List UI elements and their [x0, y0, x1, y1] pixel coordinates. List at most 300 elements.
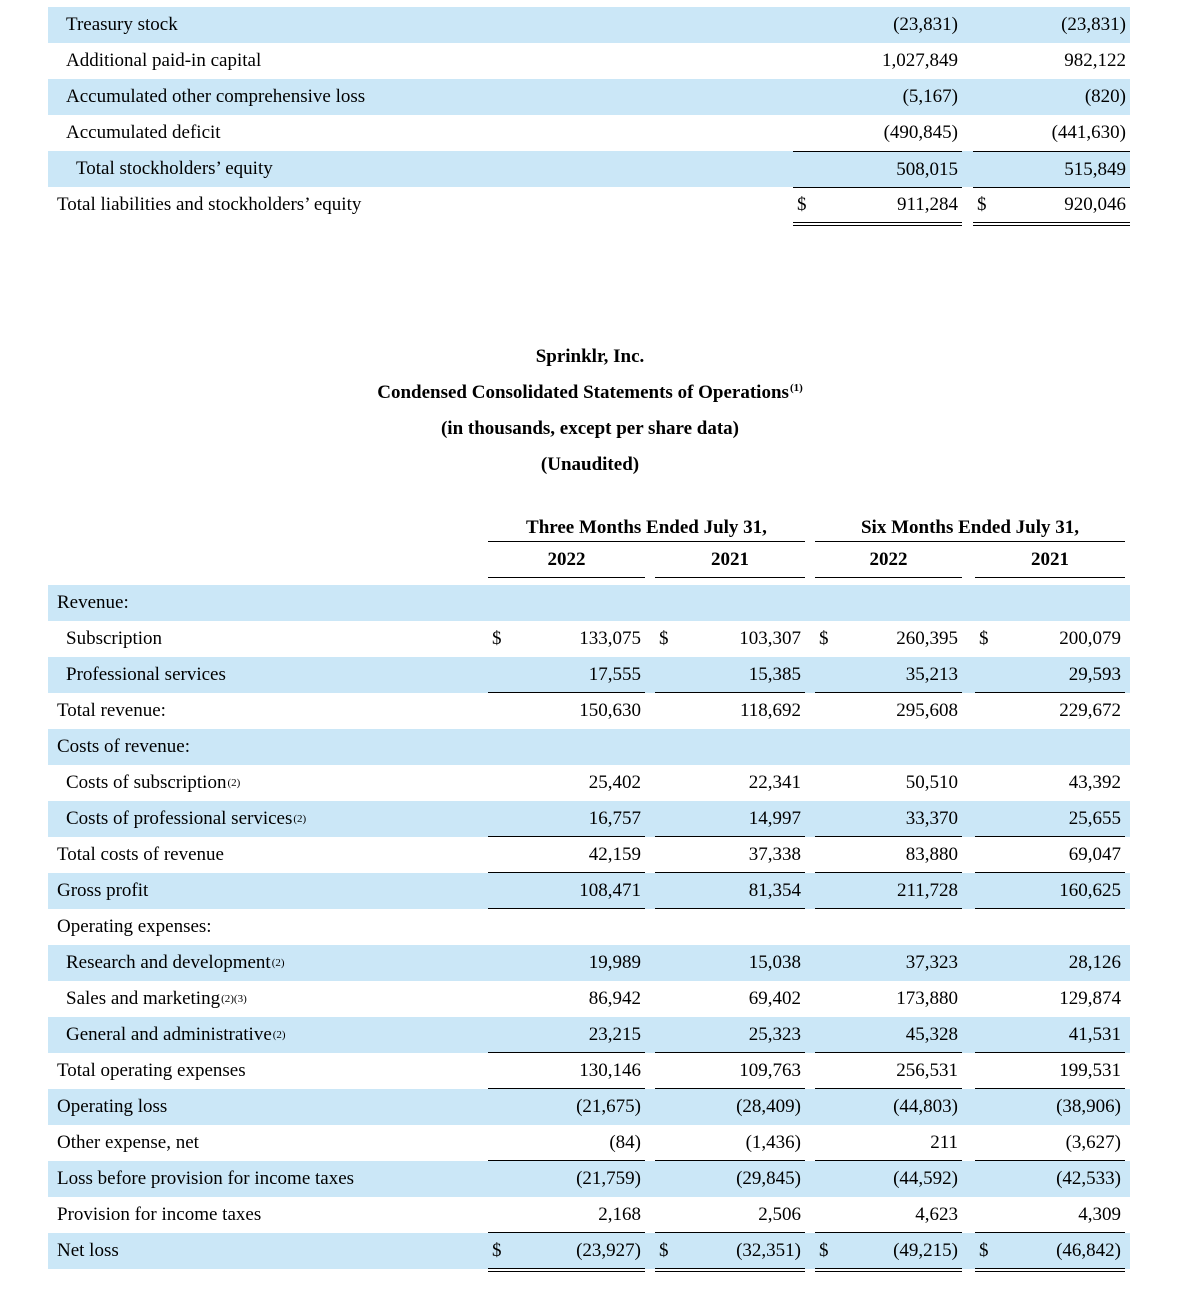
statement-title-text: Condensed Consolidated Statements of Operations	[377, 382, 789, 403]
column-gutter	[645, 693, 655, 729]
row-label	[48, 693, 488, 729]
row-label-text: Accumulated deficit	[66, 122, 221, 143]
row-label-text: Total stockholders’ equity	[76, 158, 273, 179]
row-label	[48, 7, 793, 43]
amount-value: 199,531	[1059, 1059, 1121, 1081]
amount-cell	[815, 621, 962, 657]
amount-cell	[975, 837, 1125, 873]
amount-cell	[973, 115, 1130, 151]
amount-cell	[793, 151, 962, 187]
row-label-text: Operating loss	[57, 1096, 168, 1117]
amount-cell	[815, 909, 962, 945]
amount-cell	[655, 729, 805, 765]
row-label-text: General and administrative	[66, 1024, 272, 1045]
column-gutter	[645, 981, 655, 1017]
amount-cell	[655, 873, 805, 909]
unaudited-note: (Unaudited)	[540, 454, 640, 475]
column-gutter	[805, 1017, 815, 1053]
balance-sheet-table	[48, 7, 1130, 223]
header-body-spacer	[48, 578, 1130, 585]
amount-value: (490,845)	[883, 122, 958, 143]
amount-cell	[973, 151, 1130, 187]
amount-value: (49,215)	[893, 1239, 958, 1261]
amount-value: 81,354	[748, 879, 801, 901]
row-label-text: Gross profit	[57, 880, 149, 901]
row-label	[48, 837, 488, 873]
operations-rows	[48, 585, 1130, 1269]
amount-cell	[815, 1089, 962, 1125]
amount-value: 150,630	[579, 700, 641, 721]
column-gutter	[645, 729, 655, 765]
units-note: (in thousands, except per share data)	[440, 418, 740, 439]
row-label	[48, 1053, 488, 1089]
dollar-sign: $	[977, 194, 987, 215]
amount-cell	[655, 765, 805, 801]
amount-cell	[815, 1233, 962, 1269]
amount-cell	[815, 1053, 962, 1089]
amount-cell	[655, 621, 805, 657]
operations-table	[48, 512, 1130, 1269]
column-gutter	[805, 873, 815, 909]
header-spacer	[48, 512, 488, 542]
amount-value: (44,592)	[893, 1168, 958, 1189]
amount-cell	[815, 1197, 962, 1233]
table-row	[48, 765, 1130, 801]
amount-value: 229,672	[1059, 700, 1121, 721]
amount-value: 41,531	[1068, 1023, 1121, 1045]
amount-value: 69,402	[748, 988, 801, 1009]
amount-cell	[975, 945, 1125, 981]
amount-cell	[655, 1197, 805, 1233]
column-gutter	[805, 765, 815, 801]
amount-cell	[973, 187, 1130, 223]
column-gutter	[962, 945, 975, 981]
column-gutter	[805, 1197, 815, 1233]
amount-value: (23,831)	[893, 14, 958, 35]
column-gutter	[805, 585, 815, 621]
column-gutter	[962, 187, 973, 223]
amount-cell	[793, 7, 962, 43]
column-gutter	[962, 542, 975, 578]
row-label-text: Total revenue:	[57, 700, 166, 721]
column-gutter	[805, 909, 815, 945]
column-gutter	[805, 945, 815, 981]
table-row	[48, 187, 1130, 223]
table-row	[48, 657, 1130, 693]
row-label-text: Subscription	[66, 628, 163, 649]
table-row	[48, 945, 1130, 981]
column-gutter	[962, 79, 973, 115]
table-row	[48, 981, 1130, 1017]
amount-value: 83,880	[905, 843, 958, 865]
amount-value: 129,874	[1059, 988, 1121, 1009]
amount-value: (1,436)	[745, 1131, 801, 1153]
amount-cell	[793, 115, 962, 151]
dollar-sign: $	[659, 1239, 669, 1261]
amount-value: 256,531	[896, 1059, 958, 1081]
amount-cell	[488, 621, 645, 657]
row-label: General and administrative (2)	[66, 1024, 286, 1045]
statement-title	[0, 375, 1180, 411]
amount-cell	[973, 7, 1130, 43]
column-gutter	[805, 1089, 815, 1125]
column-gutter	[805, 1233, 815, 1269]
dollar-sign: $	[797, 194, 807, 215]
amount-value: 211,728	[896, 879, 958, 901]
row-label: Sales and marketing (2)(3)	[66, 988, 247, 1009]
amount-value: 15,385	[748, 663, 801, 685]
row-label-text: Revenue:	[57, 592, 129, 613]
column-gutter	[645, 1125, 655, 1161]
column-gutter	[645, 1197, 655, 1233]
row-label-text: Costs of revenue:	[57, 736, 190, 757]
amount-cell	[655, 1125, 805, 1161]
dollar-sign: $	[819, 1239, 829, 1261]
amount-cell	[488, 1053, 645, 1089]
amount-value: 69,047	[1068, 843, 1121, 865]
row-label	[48, 729, 488, 765]
amount-cell	[815, 1161, 962, 1197]
amount-value: 25,655	[1068, 807, 1121, 829]
dollar-sign: $	[492, 1239, 502, 1261]
amount-value: 35,213	[905, 663, 958, 685]
amount-cell	[975, 801, 1125, 837]
column-gutter	[645, 1053, 655, 1089]
amount-cell	[815, 801, 962, 837]
row-label	[48, 187, 793, 223]
amount-cell	[975, 1233, 1125, 1269]
amount-value: (23,831)	[1061, 14, 1126, 35]
amount-value: 133,075	[579, 628, 641, 649]
amount-value: 211	[930, 1131, 958, 1153]
amount-value: 45,328	[905, 1023, 958, 1045]
balance-sheet-rows	[48, 7, 1130, 223]
table-row	[48, 585, 1130, 621]
column-gutter	[805, 512, 815, 542]
column-gutter	[805, 981, 815, 1017]
amount-cell	[975, 1161, 1125, 1197]
row-label-text: Research and development	[66, 952, 271, 973]
column-gutter	[962, 801, 975, 837]
column-group-header-row	[48, 512, 1130, 542]
row-label-text: Total liabilities and stockholders’ equity	[57, 194, 362, 215]
column-gutter	[962, 693, 975, 729]
column-gutter	[962, 981, 975, 1017]
row-label	[48, 621, 488, 657]
amount-cell	[975, 621, 1125, 657]
table-row	[48, 621, 1130, 657]
amount-value: (42,533)	[1056, 1168, 1121, 1189]
row-label-text: Total operating expenses	[57, 1060, 246, 1081]
column-gutter	[962, 1053, 975, 1089]
column-gutter	[805, 1053, 815, 1089]
table-row	[48, 43, 1130, 79]
column-gutter	[962, 1233, 975, 1269]
column-gutter	[805, 837, 815, 873]
table-row	[48, 1233, 1130, 1269]
amount-value: (32,351)	[736, 1239, 801, 1261]
column-gutter	[805, 801, 815, 837]
column-gutter	[962, 909, 975, 945]
column-gutter	[645, 873, 655, 909]
amount-cell	[655, 1233, 805, 1269]
column-gutter	[805, 657, 815, 693]
year-header-q3-2022: 2022	[488, 542, 645, 578]
column-gutter	[962, 7, 973, 43]
dollar-sign: $	[979, 1239, 989, 1261]
row-label	[48, 43, 793, 79]
amount-cell	[655, 909, 805, 945]
amount-cell	[975, 1125, 1125, 1161]
row-label-text: Sales and marketing	[66, 988, 221, 1009]
column-gutter	[645, 909, 655, 945]
row-label	[48, 1125, 488, 1161]
amount-cell	[815, 945, 962, 981]
amount-value: 43,392	[1068, 772, 1121, 793]
amount-cell	[975, 585, 1125, 621]
amount-cell	[655, 657, 805, 693]
amount-value: 173,880	[896, 988, 958, 1009]
row-label: Research and development (2)	[66, 952, 285, 973]
dollar-sign: $	[492, 628, 502, 649]
column-gutter	[962, 43, 973, 79]
row-label-text: Total costs of revenue	[57, 844, 224, 865]
row-label	[48, 873, 488, 909]
amount-value: 22,341	[748, 772, 801, 793]
amount-value: 103,307	[739, 628, 801, 649]
amount-value: 130,146	[579, 1059, 641, 1081]
row-label-text: Other expense, net	[57, 1132, 199, 1153]
amount-cell	[488, 693, 645, 729]
table-row	[48, 1125, 1130, 1161]
amount-value: 118,692	[739, 700, 801, 721]
amount-value: 29,593	[1068, 663, 1121, 685]
table-row	[48, 909, 1130, 945]
column-gutter	[645, 1233, 655, 1269]
column-gutter	[962, 765, 975, 801]
column-gutter	[645, 837, 655, 873]
header-spacer	[48, 542, 488, 578]
row-label-text: Net loss	[57, 1240, 119, 1261]
column-gutter	[645, 657, 655, 693]
amount-cell	[488, 1125, 645, 1161]
dollar-sign: $	[979, 628, 989, 649]
row-label	[48, 585, 488, 621]
amount-cell	[488, 801, 645, 837]
amount-cell	[815, 1017, 962, 1053]
amount-cell	[975, 657, 1125, 693]
dollar-sign: $	[659, 628, 669, 649]
amount-value: (46,842)	[1056, 1239, 1121, 1261]
amount-cell	[488, 657, 645, 693]
amount-cell	[815, 585, 962, 621]
amount-cell	[815, 693, 962, 729]
row-label-text: Costs of professional services	[66, 808, 293, 829]
amount-cell	[488, 1089, 645, 1125]
row-label	[48, 909, 488, 945]
amount-cell	[488, 1197, 645, 1233]
footnote-ref: (1)	[789, 381, 803, 394]
amount-value: 4,309	[1078, 1203, 1121, 1225]
row-label-text: Costs of subscription	[66, 772, 227, 793]
amount-cell	[975, 873, 1125, 909]
amount-cell	[793, 43, 962, 79]
row-label-text: Accumulated other comprehensive loss	[66, 86, 366, 107]
amount-value: 200,079	[1059, 628, 1121, 649]
amount-cell	[975, 1017, 1125, 1053]
amount-value: 108,471	[579, 879, 641, 901]
table-row	[48, 693, 1130, 729]
column-gutter	[645, 1161, 655, 1197]
amount-cell	[975, 909, 1125, 945]
row-label	[48, 151, 793, 187]
amount-cell	[488, 837, 645, 873]
amount-value: 515,849	[1064, 158, 1126, 180]
column-gutter	[962, 621, 975, 657]
column-gutter	[962, 1017, 975, 1053]
amount-cell	[815, 981, 962, 1017]
amount-cell	[973, 79, 1130, 115]
amount-cell	[975, 765, 1125, 801]
table-row	[48, 115, 1130, 151]
column-gutter	[962, 1125, 975, 1161]
amount-value: (21,759)	[576, 1168, 641, 1189]
amount-value: 25,323	[748, 1023, 801, 1045]
amount-value: 2,506	[758, 1203, 801, 1225]
table-row	[48, 873, 1130, 909]
row-label-text: Provision for income taxes	[57, 1204, 262, 1225]
amount-value: 16,757	[588, 807, 641, 829]
column-gutter	[962, 585, 975, 621]
amount-value: (29,845)	[736, 1168, 801, 1189]
amount-value: 19,989	[588, 952, 641, 973]
column-gutter	[805, 693, 815, 729]
amount-cell	[793, 79, 962, 115]
amount-cell	[815, 657, 962, 693]
column-gutter	[805, 729, 815, 765]
column-gutter	[962, 151, 973, 187]
row-label: Costs of subscription (2)	[66, 772, 241, 793]
column-gutter	[962, 657, 975, 693]
table-row	[48, 729, 1130, 765]
amount-value: (441,630)	[1051, 122, 1126, 143]
year-header-h1-2021: 2021	[975, 542, 1125, 578]
row-label	[48, 1197, 488, 1233]
column-gutter	[805, 621, 815, 657]
row-label	[48, 1089, 488, 1125]
column-group-six-months: Six Months Ended July 31,	[815, 512, 1125, 542]
amount-cell	[655, 1017, 805, 1053]
amount-value: 295,608	[896, 700, 958, 721]
table-row	[48, 151, 1130, 187]
amount-value: 37,323	[905, 952, 958, 973]
amount-value: 109,763	[739, 1059, 801, 1081]
amount-cell	[488, 1161, 645, 1197]
column-gutter	[645, 1017, 655, 1053]
dollar-sign: $	[819, 628, 829, 649]
column-gutter	[645, 765, 655, 801]
amount-cell	[815, 765, 962, 801]
amount-value: 4,623	[915, 1203, 958, 1225]
column-gutter	[645, 801, 655, 837]
row-label	[48, 657, 488, 693]
amount-cell	[975, 729, 1125, 765]
amount-value: 14,997	[748, 807, 801, 829]
amount-cell	[655, 1089, 805, 1125]
amount-value: (820)	[1084, 86, 1126, 107]
column-gutter	[962, 1089, 975, 1125]
table-row	[48, 79, 1130, 115]
column-gutter	[805, 542, 815, 578]
row-label: Costs of professional services (2)	[66, 808, 307, 829]
row-label-text: Treasury stock	[66, 14, 178, 35]
amount-cell	[488, 981, 645, 1017]
column-gutter	[962, 873, 975, 909]
amount-value: 260,395	[896, 628, 958, 649]
column-gutter	[645, 621, 655, 657]
amount-value: 1,027,849	[882, 50, 958, 71]
amount-cell	[488, 1233, 645, 1269]
row-label-text: Professional services	[66, 664, 226, 685]
amount-value: (23,927)	[576, 1239, 641, 1261]
year-header-q3-2021: 2021	[655, 542, 805, 578]
amount-cell	[815, 837, 962, 873]
amount-value: 2,168	[598, 1203, 641, 1225]
amount-cell	[488, 909, 645, 945]
amount-value: 911,284	[896, 194, 958, 215]
amount-value: 160,625	[1059, 879, 1121, 901]
amount-value: 920,046	[1064, 194, 1126, 215]
amount-value: 50,510	[905, 772, 958, 793]
amount-value: (21,675)	[576, 1096, 641, 1117]
amount-cell	[815, 873, 962, 909]
column-gutter	[645, 542, 655, 578]
amount-cell	[815, 729, 962, 765]
amount-value: 37,338	[748, 843, 801, 865]
amount-cell	[655, 801, 805, 837]
amount-value: 17,555	[588, 663, 641, 685]
amount-cell	[975, 1053, 1125, 1089]
table-row	[48, 7, 1130, 43]
row-label	[48, 79, 793, 115]
amount-cell	[488, 945, 645, 981]
amount-cell	[793, 187, 962, 223]
amount-cell	[975, 981, 1125, 1017]
statement-title-block	[0, 339, 1180, 483]
column-gutter	[645, 1089, 655, 1125]
amount-cell	[655, 1053, 805, 1089]
column-gutter	[962, 1197, 975, 1233]
row-label-text: Operating expenses:	[57, 916, 212, 937]
amount-cell	[488, 1017, 645, 1053]
amount-cell	[975, 1089, 1125, 1125]
amount-cell	[975, 1197, 1125, 1233]
amount-cell	[655, 585, 805, 621]
table-row	[48, 1017, 1130, 1053]
column-gutter	[962, 837, 975, 873]
table-row	[48, 1197, 1130, 1233]
amount-value: 15,038	[748, 952, 801, 973]
amount-cell	[815, 1125, 962, 1161]
row-label-text: Additional paid-in capital	[66, 50, 262, 71]
row-label	[48, 1161, 488, 1197]
amount-value: 33,370	[905, 807, 958, 829]
column-group-three-months: Three Months Ended July 31,	[488, 512, 805, 542]
table-row	[48, 1089, 1130, 1125]
table-row	[48, 1161, 1130, 1197]
amount-value: (38,906)	[1056, 1096, 1121, 1117]
column-gutter	[962, 115, 973, 151]
